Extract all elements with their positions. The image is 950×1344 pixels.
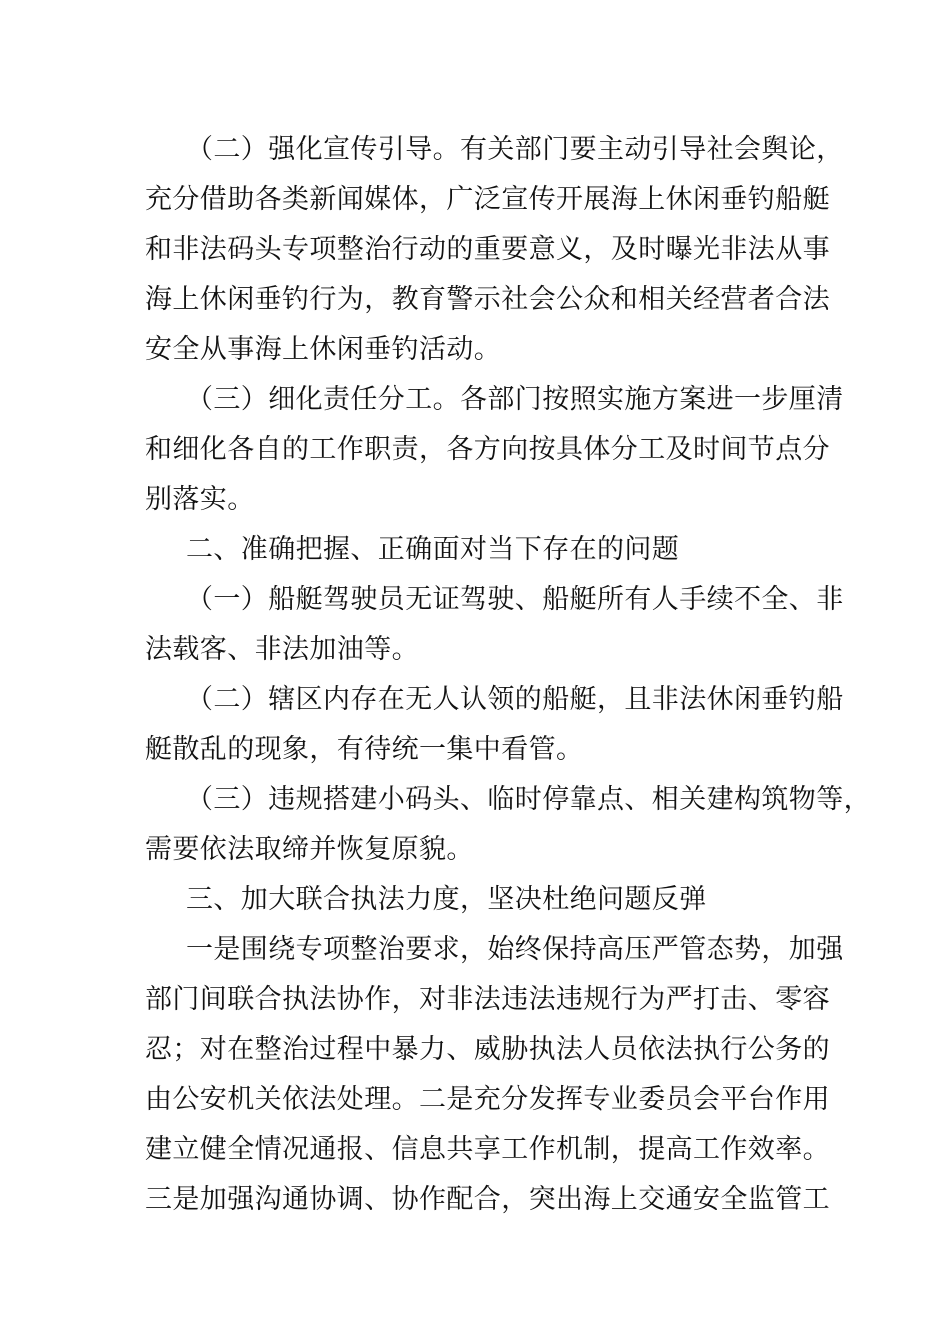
paragraph-line: （二）辖区内存在无人认领的船艇，且非法休闲垂钓船 [186,684,844,715]
paragraph-line: 充分借助各类新闻媒体，广泛宣传开展海上休闲垂钓船艇 [145,184,830,215]
section-heading: 三、加大联合执法力度，坚决杜绝问题反弹 [186,884,707,915]
paragraph-line: 和细化各自的工作职责，各方向按具体分工及时间节点分 [145,434,830,465]
paragraph-line: 需要依法取缔并恢复原貌。 [145,834,474,865]
paragraph-line: 海上休闲垂钓行为，教育警示社会公众和相关经营者合法 [145,284,830,315]
paragraph-line: （二）强化宣传引导。有关部门要主动引导社会舆论， [186,134,844,165]
paragraph-line: 部门间联合执法协作，对非法违法违规行为严打击、零容 [145,984,830,1015]
paragraph-line: （一）船艇驾驶员无证驾驶、船艇所有人手续不全、非 [186,584,844,615]
paragraph-line: （三）违规搭建小码头、临时停靠点、相关建构筑物等， [186,784,871,815]
paragraph-line: 忍；对在整治过程中暴力、威胁执法人员依法执行公务的 [145,1034,830,1065]
paragraph-line: 安全从事海上休闲垂钓活动。 [145,334,502,365]
paragraph-line: 艇散乱的现象，有待统一集中看管。 [145,734,584,765]
section-heading: 二、准确把握、正确面对当下存在的问题 [186,534,680,565]
paragraph-line: 一是围绕专项整治要求，始终保持高压严管态势，加强 [186,934,844,965]
paragraph-line: （三）细化责任分工。各部门按照实施方案进一步厘清 [186,384,844,415]
paragraph-line: 和非法码头专项整治行动的重要意义，及时曝光非法从事 [145,234,830,265]
paragraph-line: 三是加强沟通协调、协作配合，突出海上交通安全监管工 [145,1184,830,1215]
paragraph-line: 法载客、非法加油等。 [145,634,419,665]
paragraph-line: 由公安机关依法处理。二是充分发挥专业委员会平台作用 [145,1084,830,1115]
paragraph-line: 建立健全情况通报、信息共享工作机制，提高工作效率。 [145,1134,830,1165]
paragraph-line: 别落实。 [145,484,255,515]
